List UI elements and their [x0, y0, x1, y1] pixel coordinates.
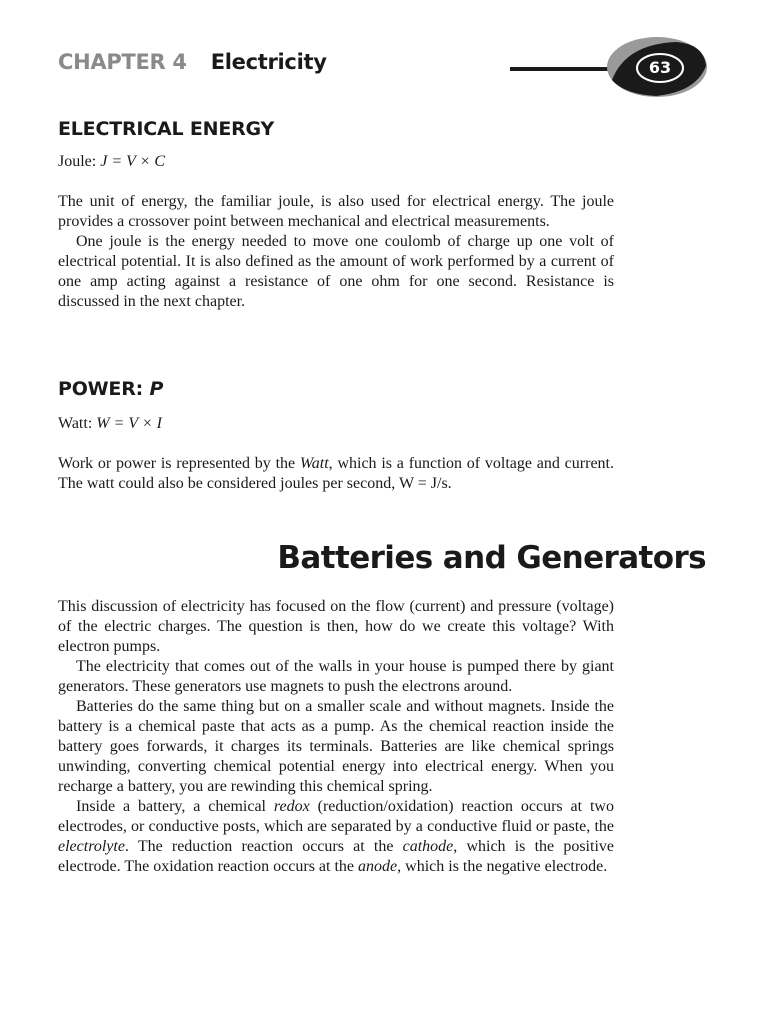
joule-formula: [58, 152, 165, 172]
paragraph: [58, 454, 614, 494]
power-text: [58, 454, 614, 494]
paragraph: [58, 797, 614, 877]
joule-formula-label: Joule:: [58, 153, 97, 170]
watt-formula: [58, 414, 162, 434]
text-run: . The reduction reaction occurs at the: [124, 838, 403, 855]
emphasis: anode: [358, 858, 398, 875]
emphasis: electrolyte: [58, 838, 125, 855]
watt-formula-label: Watt:: [58, 415, 93, 432]
section-heading-power: [58, 378, 163, 400]
power-heading-text: POWER:: [58, 378, 144, 400]
section-heading-electrical-energy: ELECTRICAL ENERGY: [58, 118, 275, 140]
batteries-text: [58, 597, 614, 877]
emphasis: Watt: [299, 455, 329, 472]
paragraph: The electricity that comes out of the walls in your house is pumped there by giant generators. These generators use magnets to push the electrons around.: [58, 658, 614, 695]
running-header: [58, 50, 327, 82]
paragraph: Batteries do the same thing but on a smaller scale and without magnets. Inside the battery is a chemical paste that acts as a pump. As the chemical reaction inside the battery goes forwards, it charges its terminals. Batteries are like chemical springs unwinding, converting chemical potential energy into electrical energy. When you recharge a battery, you are rewinding this chemical spring.: [58, 698, 614, 795]
section-heading-batteries-and-generators: Batteries and Generators: [277, 540, 706, 576]
text-run: Inside a battery, a chemical: [76, 798, 274, 815]
text-run: , which is the negative electrode.: [397, 858, 608, 875]
paragraph: One joule is the energy needed to move one coulomb of charge up one volt of electrical potential. It is also defined as the amount of work performed by a current of one amp acting against a resistance of one ohm for one second. Resistance is discussed in the next chapter.: [58, 233, 614, 310]
text-run: Work or power is represented by the: [58, 455, 300, 472]
paragraph: The unit of energy, the familiar joule, is also used for electrical energy. The joule provides a crossover point between mechanical and electrical measurements.: [58, 193, 614, 230]
text-run: , which is a function of voltage and current. The watt could also be considered joules per second, W = J/s.: [58, 455, 614, 492]
joule-formula-expression: J = V × C: [100, 153, 166, 170]
chapter-title: Electricity: [210, 50, 327, 74]
page-number: 63: [648, 58, 672, 77]
chapter-label: CHAPTER 4: [58, 50, 187, 74]
emphasis: redox: [273, 798, 310, 815]
emphasis: cathode: [402, 838, 454, 855]
text-run: , which is the positive electrode. The oxidation reaction occurs at the: [58, 838, 614, 875]
power-heading-symbol: P: [149, 378, 164, 400]
text-run: (reduction/oxidation) reaction occurs at two electrodes, or conductive posts, which are separated by a conductive fluid or paste, the: [58, 798, 614, 835]
electrical-energy-text: [58, 192, 614, 312]
watt-formula-expression: W = V × I: [96, 415, 162, 432]
paragraph: This discussion of electricity has focused on the flow (current) and pressure (voltage) of the electric charges. The question is then, how do we create this voltage? With electron pumps.: [58, 598, 614, 655]
